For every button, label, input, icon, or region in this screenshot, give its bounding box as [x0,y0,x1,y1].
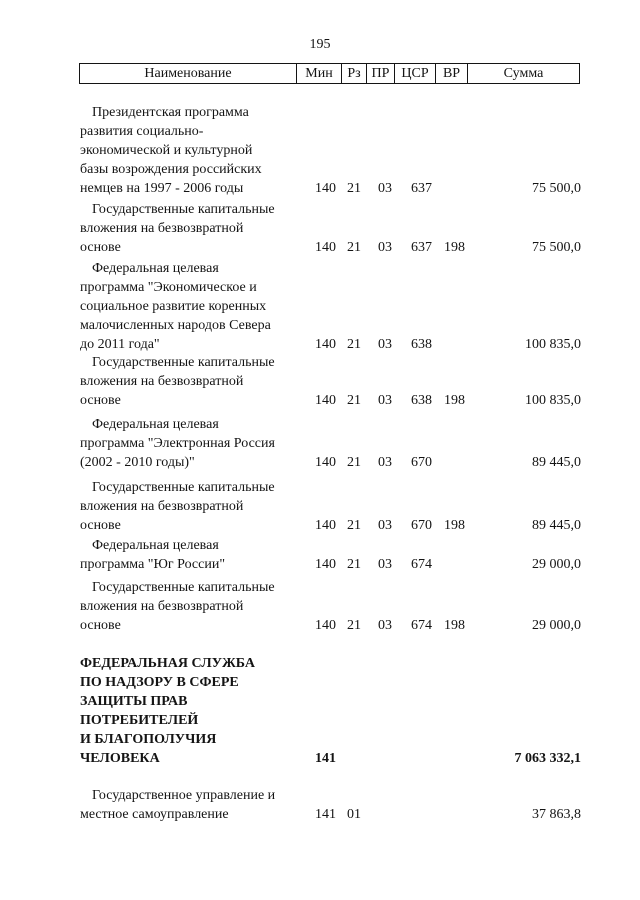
header-vr: ВР [436,63,468,84]
row-name-line: базы возрождения российских [80,162,262,177]
table-row [0,415,640,472]
cell-min: 140 [315,181,336,196]
cell-csr: 638 [411,337,432,352]
cell-csr: 637 [411,240,432,255]
table-row [0,353,640,410]
cell-vr: 198 [444,618,465,633]
cell-csr: 638 [411,393,432,408]
cell-rz: 21 [347,618,361,633]
row-name [80,478,305,535]
row-name [80,259,305,354]
row-name-line: основе [80,240,121,255]
page-number: 195 [309,37,331,52]
header-pr: ПР [367,63,395,84]
table-row [0,786,640,824]
row-name-line: (2002 - 2010 годы)" [80,455,195,470]
cell-rz: 21 [347,240,361,255]
row-name-line: ПО НАДЗОРУ В СФЕРЕ [80,675,239,690]
cell-pr: 03 [378,518,392,533]
cell-min: 141 [315,807,336,822]
cell-rz: 21 [347,337,361,352]
row-name-line: до 2011 года" [80,337,160,352]
cell-pr: 03 [378,240,392,255]
cell-rz: 01 [347,807,361,822]
cell-csr: 670 [411,518,432,533]
cell-rz: 21 [347,455,361,470]
cell-csr: 674 [411,618,432,633]
cell-sum: 100 835,0 [525,337,581,352]
row-name-line: Президентская программа [92,105,249,120]
row-name-line: ЗАЩИТЫ ПРАВ [80,694,188,709]
row-name-line: малочисленных народов Севера [80,318,271,333]
row-name-line: социальное развитие коренных [80,299,267,314]
row-name-line: экономической и культурной [80,143,253,158]
row-name-line: вложения на безвозвратной [80,374,244,389]
row-name-line: местное самоуправление [80,807,229,822]
table-row [0,654,640,768]
header-rz: Рз [342,63,367,84]
row-name-line: Федеральная целевая [92,417,219,432]
row-name-line: вложения на безвозвратной [80,499,244,514]
cell-sum: 89 445,0 [532,455,581,470]
row-name-line: Федеральная целевая [92,538,219,553]
cell-csr: 637 [411,181,432,196]
cell-sum: 29 000,0 [532,618,581,633]
cell-rz: 21 [347,518,361,533]
table-row [0,536,640,574]
cell-vr: 198 [444,240,465,255]
header-sum: Сумма [468,63,580,84]
row-name-line: Федеральная целевая [92,261,219,276]
cell-rz: 21 [347,181,361,196]
cell-min: 140 [315,518,336,533]
cell-rz: 21 [347,557,361,572]
row-name-line: основе [80,618,121,633]
row-name-line: основе [80,518,121,533]
row-name [80,103,305,198]
cell-sum: 7 063 332,1 [514,751,581,766]
cell-min: 140 [315,240,336,255]
row-name-line: немцев на 1997 - 2006 годы [80,181,244,196]
cell-sum: 100 835,0 [525,393,581,408]
table-row [0,478,640,535]
row-name-line: Государственное управление и [92,788,276,803]
header-csr: ЦСР [395,63,436,84]
row-name-line: программа "Экономическое и [80,280,257,295]
table-row [0,578,640,635]
header-name: Наименование [79,63,297,84]
row-name [80,536,305,574]
row-name-line: развития социально- [80,124,204,139]
cell-sum: 37 863,8 [532,807,581,822]
table-row [0,103,640,198]
cell-min: 140 [315,557,336,572]
row-name [80,200,305,257]
row-name [80,578,305,635]
row-name-line: Государственные капитальные [92,580,275,595]
cell-min: 140 [315,337,336,352]
cell-min: 140 [315,455,336,470]
header-min: Мин [297,63,342,84]
row-name [80,415,305,472]
row-name [80,654,305,768]
row-name-line: основе [80,393,121,408]
row-name-line: ФЕДЕРАЛЬНАЯ СЛУЖБА [80,656,255,671]
cell-rz: 21 [347,393,361,408]
cell-min: 140 [315,393,336,408]
cell-sum: 75 500,0 [532,181,581,196]
cell-pr: 03 [378,337,392,352]
row-name-line: вложения на безвозвратной [80,221,244,236]
cell-pr: 03 [378,393,392,408]
row-name [80,353,305,410]
cell-pr: 03 [378,618,392,633]
row-name-line: И БЛАГОПОЛУЧИЯ [80,732,217,747]
cell-sum: 75 500,0 [532,240,581,255]
row-name-line: ПОТРЕБИТЕЛЕЙ [80,713,199,728]
cell-pr: 03 [378,455,392,470]
row-name-line: Государственные капитальные [92,480,275,495]
cell-sum: 29 000,0 [532,557,581,572]
row-name [80,786,305,824]
row-name-line: программа "Электронная Россия [80,436,275,451]
table-row [0,259,640,354]
cell-min: 140 [315,618,336,633]
row-name-line: вложения на безвозвратной [80,599,244,614]
cell-pr: 03 [378,557,392,572]
cell-vr: 198 [444,393,465,408]
cell-min: 141 [315,751,336,766]
row-name-line: Государственные капитальные [92,355,275,370]
cell-vr: 198 [444,518,465,533]
row-name-line: Государственные капитальные [92,202,275,217]
table-row [0,200,640,257]
cell-csr: 670 [411,455,432,470]
cell-pr: 03 [378,181,392,196]
cell-csr: 674 [411,557,432,572]
cell-sum: 89 445,0 [532,518,581,533]
row-name-line: программа "Юг России" [80,557,226,572]
row-name-line: ЧЕЛОВЕКА [80,751,160,766]
